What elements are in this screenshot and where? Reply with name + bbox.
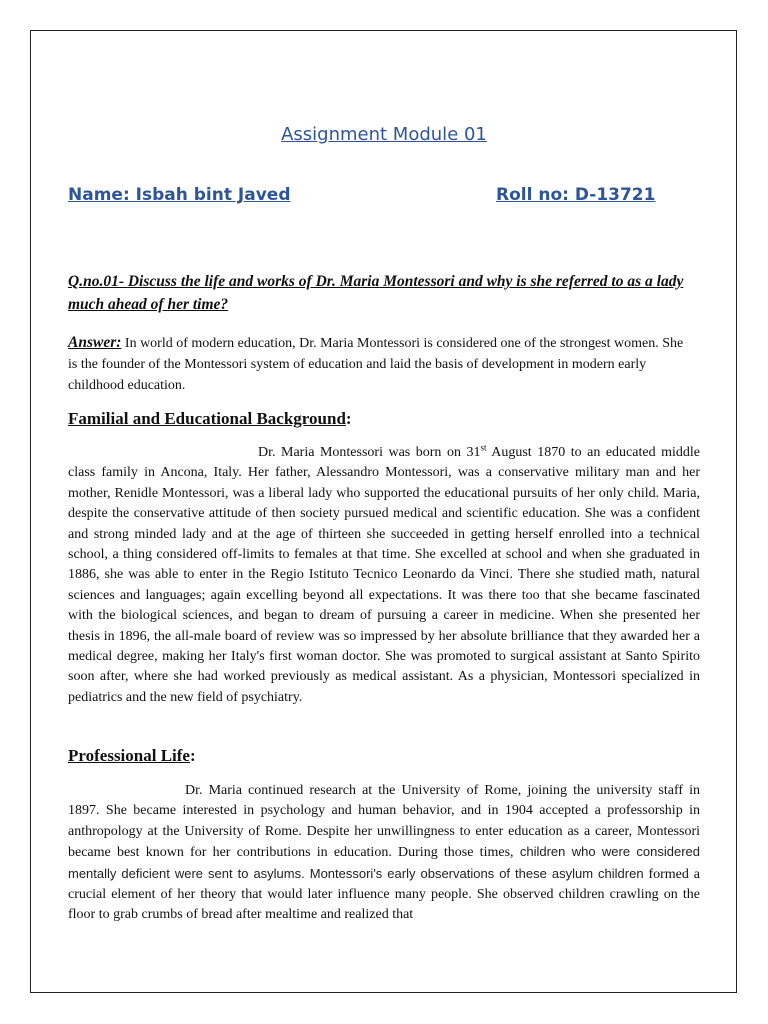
section-heading-professional	[68, 745, 196, 767]
background-paragraph	[68, 443, 700, 708]
answer-label: Answer:	[68, 334, 122, 351]
professional-text-end: formed a crucial element of her theory that would later influence many people. She observed children crawling on the floor to grab crumbs of bread after mealtime and realized that	[68, 866, 700, 923]
document-title: Assignment Module 01	[281, 124, 487, 145]
section-heading-professional-text: Professional Life	[68, 746, 190, 765]
section-heading-background-colon: :	[345, 409, 352, 428]
answer-text: In world of modern education, Dr. Maria Montessori is considered one of the strongest women. She is the founder of the Montessori system of education and laid the basis of development in modern early childhood education.	[68, 336, 684, 393]
professional-text-start: Dr. Maria continued research at the University of Rome, joining the university staff in 1897. She became interested in psychology and human behavior, and in 1904 accepted a professorship in anthropology at the University of Rome. Despite her unwillingness to enter education as a career, Montessori became best known for her contributions in education. During those times,	[68, 783, 700, 861]
roll-number: Roll no: D-13721	[496, 185, 656, 205]
section-heading-professional-colon: :	[189, 746, 196, 765]
background-text-start: Dr. Maria Montessori was born on 31	[258, 445, 481, 460]
section-heading-background-text: Familial and Educational Background	[68, 409, 346, 428]
background-text-rest: August 1870 to an educated middle class family in Ancona, Italy. Her father, Alessandro Montessori, was a conservative military man and her mother, Renidle Montessori, was a liberal lady who supported the educational pursuits of her only child. Maria, despite the conservative attitude of then society pursued medical and scientific education. She was a confident and strong minded lady and at the age of thirteen she succeeded in getting herself enrolled into a technical school, a thing considered off-limits to females at that time. She excelled at school and when she graduated in 1886, she was able to enter in the Regio Istituto Tecnico Leonardo da Vinci. There she studied math, natural sciences and languages; again excelling beyond all expectations. It was there too that she became fascinated with the biological sciences, and began to dream of pursuing a career in medicine. When she presented her thesis in 1896, the all-male board of review was so impressed by her absolute brilliance that they awarded her a medical degree, making her Italy's first woman doctor. She was promoted to surgical assistant at Santo Spirito soon after, where she had worked previously as medical assistant. As a physician, Montessori specialized in pediatrics and the new field of psychiatry.	[68, 445, 700, 705]
answer-paragraph	[68, 332, 688, 396]
professional-paragraph	[68, 781, 700, 926]
ordinal-superscript: st	[480, 442, 487, 453]
section-heading-background	[68, 408, 352, 430]
professional-text-sans: children who were considered mentally deficient were sent to asylums. Montessori's early observations of these asylum children	[68, 844, 700, 881]
student-name: Name: Isbah bint Javed	[68, 185, 291, 205]
question-text: Q.no.01- Discuss the life and works of Dr. Maria Montessori and why is she referred to as a lady much ahead of her time?	[68, 273, 684, 313]
